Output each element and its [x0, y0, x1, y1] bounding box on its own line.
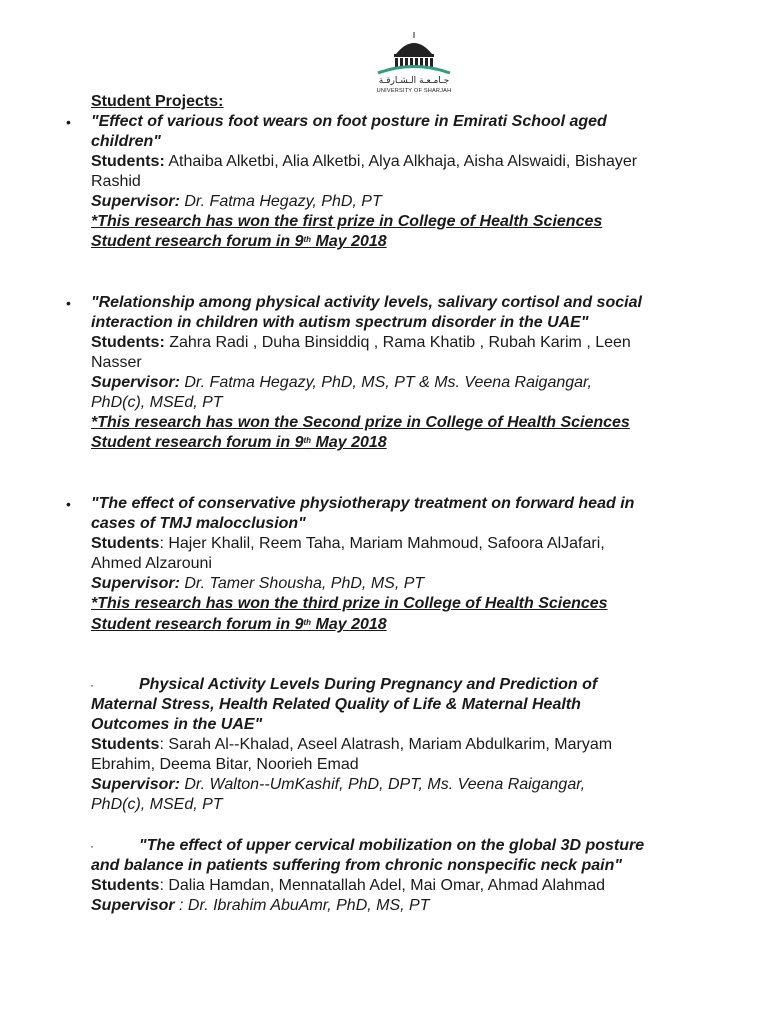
- page-heading: Student Projects:: [91, 93, 224, 110]
- students-names: : Dalia Hamdan, Mennatallah Adel, Mai Omar, Ahmad Alahmad: [159, 877, 606, 894]
- students-names: : Hajer Khalil, Reem Taha, Mariam Mahmoud, Safoora AlJafari,: [159, 535, 605, 552]
- project-title: "Effect of various foot wears on foot posture in Emirati School aged: [91, 113, 607, 130]
- students-names: Zahra Radi , Duha Binsiddiq , Rama Khatib , Rubah Karim , Leen: [164, 334, 631, 351]
- bullet-icon: ·: [90, 678, 94, 692]
- students-line: [91, 333, 631, 353]
- award-date-month: May 2018: [311, 233, 387, 250]
- ordinal-suffix: th: [303, 235, 312, 244]
- supervisor-names: Dr. Fatma Hegazy, PhD, PT: [179, 193, 382, 210]
- supervisor-label: Supervisor:: [91, 193, 180, 210]
- students-names: Athaiba Alketbi, Alia Alketbi, Alya Alkhaja, Aisha Alswaidi, Bishayer: [164, 153, 638, 170]
- award-date-text: Student research forum in 9: [91, 434, 304, 451]
- students-line: [91, 534, 605, 554]
- supervisor-line: [91, 775, 585, 795]
- project-title: "Relationship among physical activity levels, salivary cortisol and social: [91, 294, 642, 311]
- university-logo: [364, 30, 464, 98]
- students-names: Ebrahim, Deema Bitar, Noorieh Emad: [91, 756, 359, 773]
- students-label: Students:: [91, 334, 165, 351]
- award-note: *This research has won the third prize in College of Health Sciences: [91, 595, 608, 612]
- project-title: Outcomes in the UAE": [91, 716, 263, 733]
- award-date: [91, 232, 387, 252]
- dome-icon: [364, 30, 464, 76]
- students-names: Ahmed Alzarouni: [91, 555, 212, 572]
- logo-arabic-text: جـامـعـة الـشـارقـة: [378, 76, 450, 86]
- bullet-icon: •: [66, 114, 71, 130]
- award-date-text: Student research forum in 9: [91, 233, 304, 250]
- logo-english-text: UNIVERSITY OF SHARJAH: [376, 88, 452, 94]
- award-date: [91, 615, 387, 635]
- supervisor-line: [91, 896, 429, 916]
- project-title: children": [91, 133, 161, 150]
- award-note: *This research has won the Second prize in College of Health Sciences: [91, 414, 630, 431]
- award-date-month: May 2018: [311, 434, 387, 451]
- supervisor-names: : Dr. Ibrahim AbuAmr, PhD, MS, PT: [174, 897, 430, 914]
- students-line: [91, 876, 605, 896]
- supervisor-label: Supervisor:: [91, 776, 180, 793]
- supervisor-names: Dr. Tamer Shousha, PhD, MS, PT: [179, 575, 425, 592]
- supervisor-line: [91, 574, 424, 594]
- supervisor-names: Dr. Walton--UmKashif, PhD, DPT, Ms. Veena Raigangar,: [179, 776, 586, 793]
- supervisor-label: Supervisor: [91, 897, 175, 914]
- students-names: Rashid: [91, 173, 141, 190]
- award-date-text: Student research forum in 9: [91, 616, 304, 633]
- project-title: "The effect of upper cervical mobilization on the global 3D posture: [139, 837, 645, 854]
- award-note: *This research has won the first prize in College of Health Sciences: [91, 213, 603, 230]
- students-label: Students:: [91, 153, 165, 170]
- project-title: and balance in patients suffering from chronic nonspecific neck pain": [91, 857, 622, 874]
- supervisor-names: PhD(c), MSEd, PT: [91, 394, 223, 411]
- students-label: Students: [91, 736, 160, 753]
- project-title: Maternal Stress, Health Related Quality of Life & Maternal Health: [91, 696, 581, 713]
- supervisor-line: [91, 192, 382, 212]
- ordinal-suffix: th: [303, 436, 312, 445]
- award-date: [91, 433, 387, 453]
- ordinal-suffix: th: [303, 618, 312, 627]
- project-title: interaction in children with autism spectrum disorder in the UAE": [91, 314, 589, 331]
- bullet-icon: •: [66, 496, 71, 512]
- supervisor-label: Supervisor:: [91, 374, 180, 391]
- supervisor-line: [91, 373, 592, 393]
- students-names: : Sarah Al--Khalad, Aseel Alatrash, Mariam Abdulkarim, Maryam: [159, 736, 613, 753]
- project-title: cases of TMJ malocclusion": [91, 515, 306, 532]
- award-date-month: May 2018: [311, 616, 387, 633]
- bullet-icon: •: [66, 295, 71, 311]
- students-label: Students: [91, 877, 160, 894]
- students-line: [91, 152, 637, 172]
- project-title: "The effect of conservative physiotherapy treatment on forward head in: [91, 495, 635, 512]
- students-names: Nasser: [91, 354, 142, 371]
- students-label: Students: [91, 535, 160, 552]
- project-title: Physical Activity Levels During Pregnancy and Prediction of: [139, 676, 598, 693]
- supervisor-names: PhD(c), MSEd, PT: [91, 796, 223, 813]
- bullet-icon: ·: [90, 839, 94, 853]
- supervisor-label: Supervisor:: [91, 575, 180, 592]
- supervisor-names: Dr. Fatma Hegazy, PhD, MS, PT & Ms. Veena Raigangar,: [179, 374, 592, 391]
- students-line: [91, 735, 612, 755]
